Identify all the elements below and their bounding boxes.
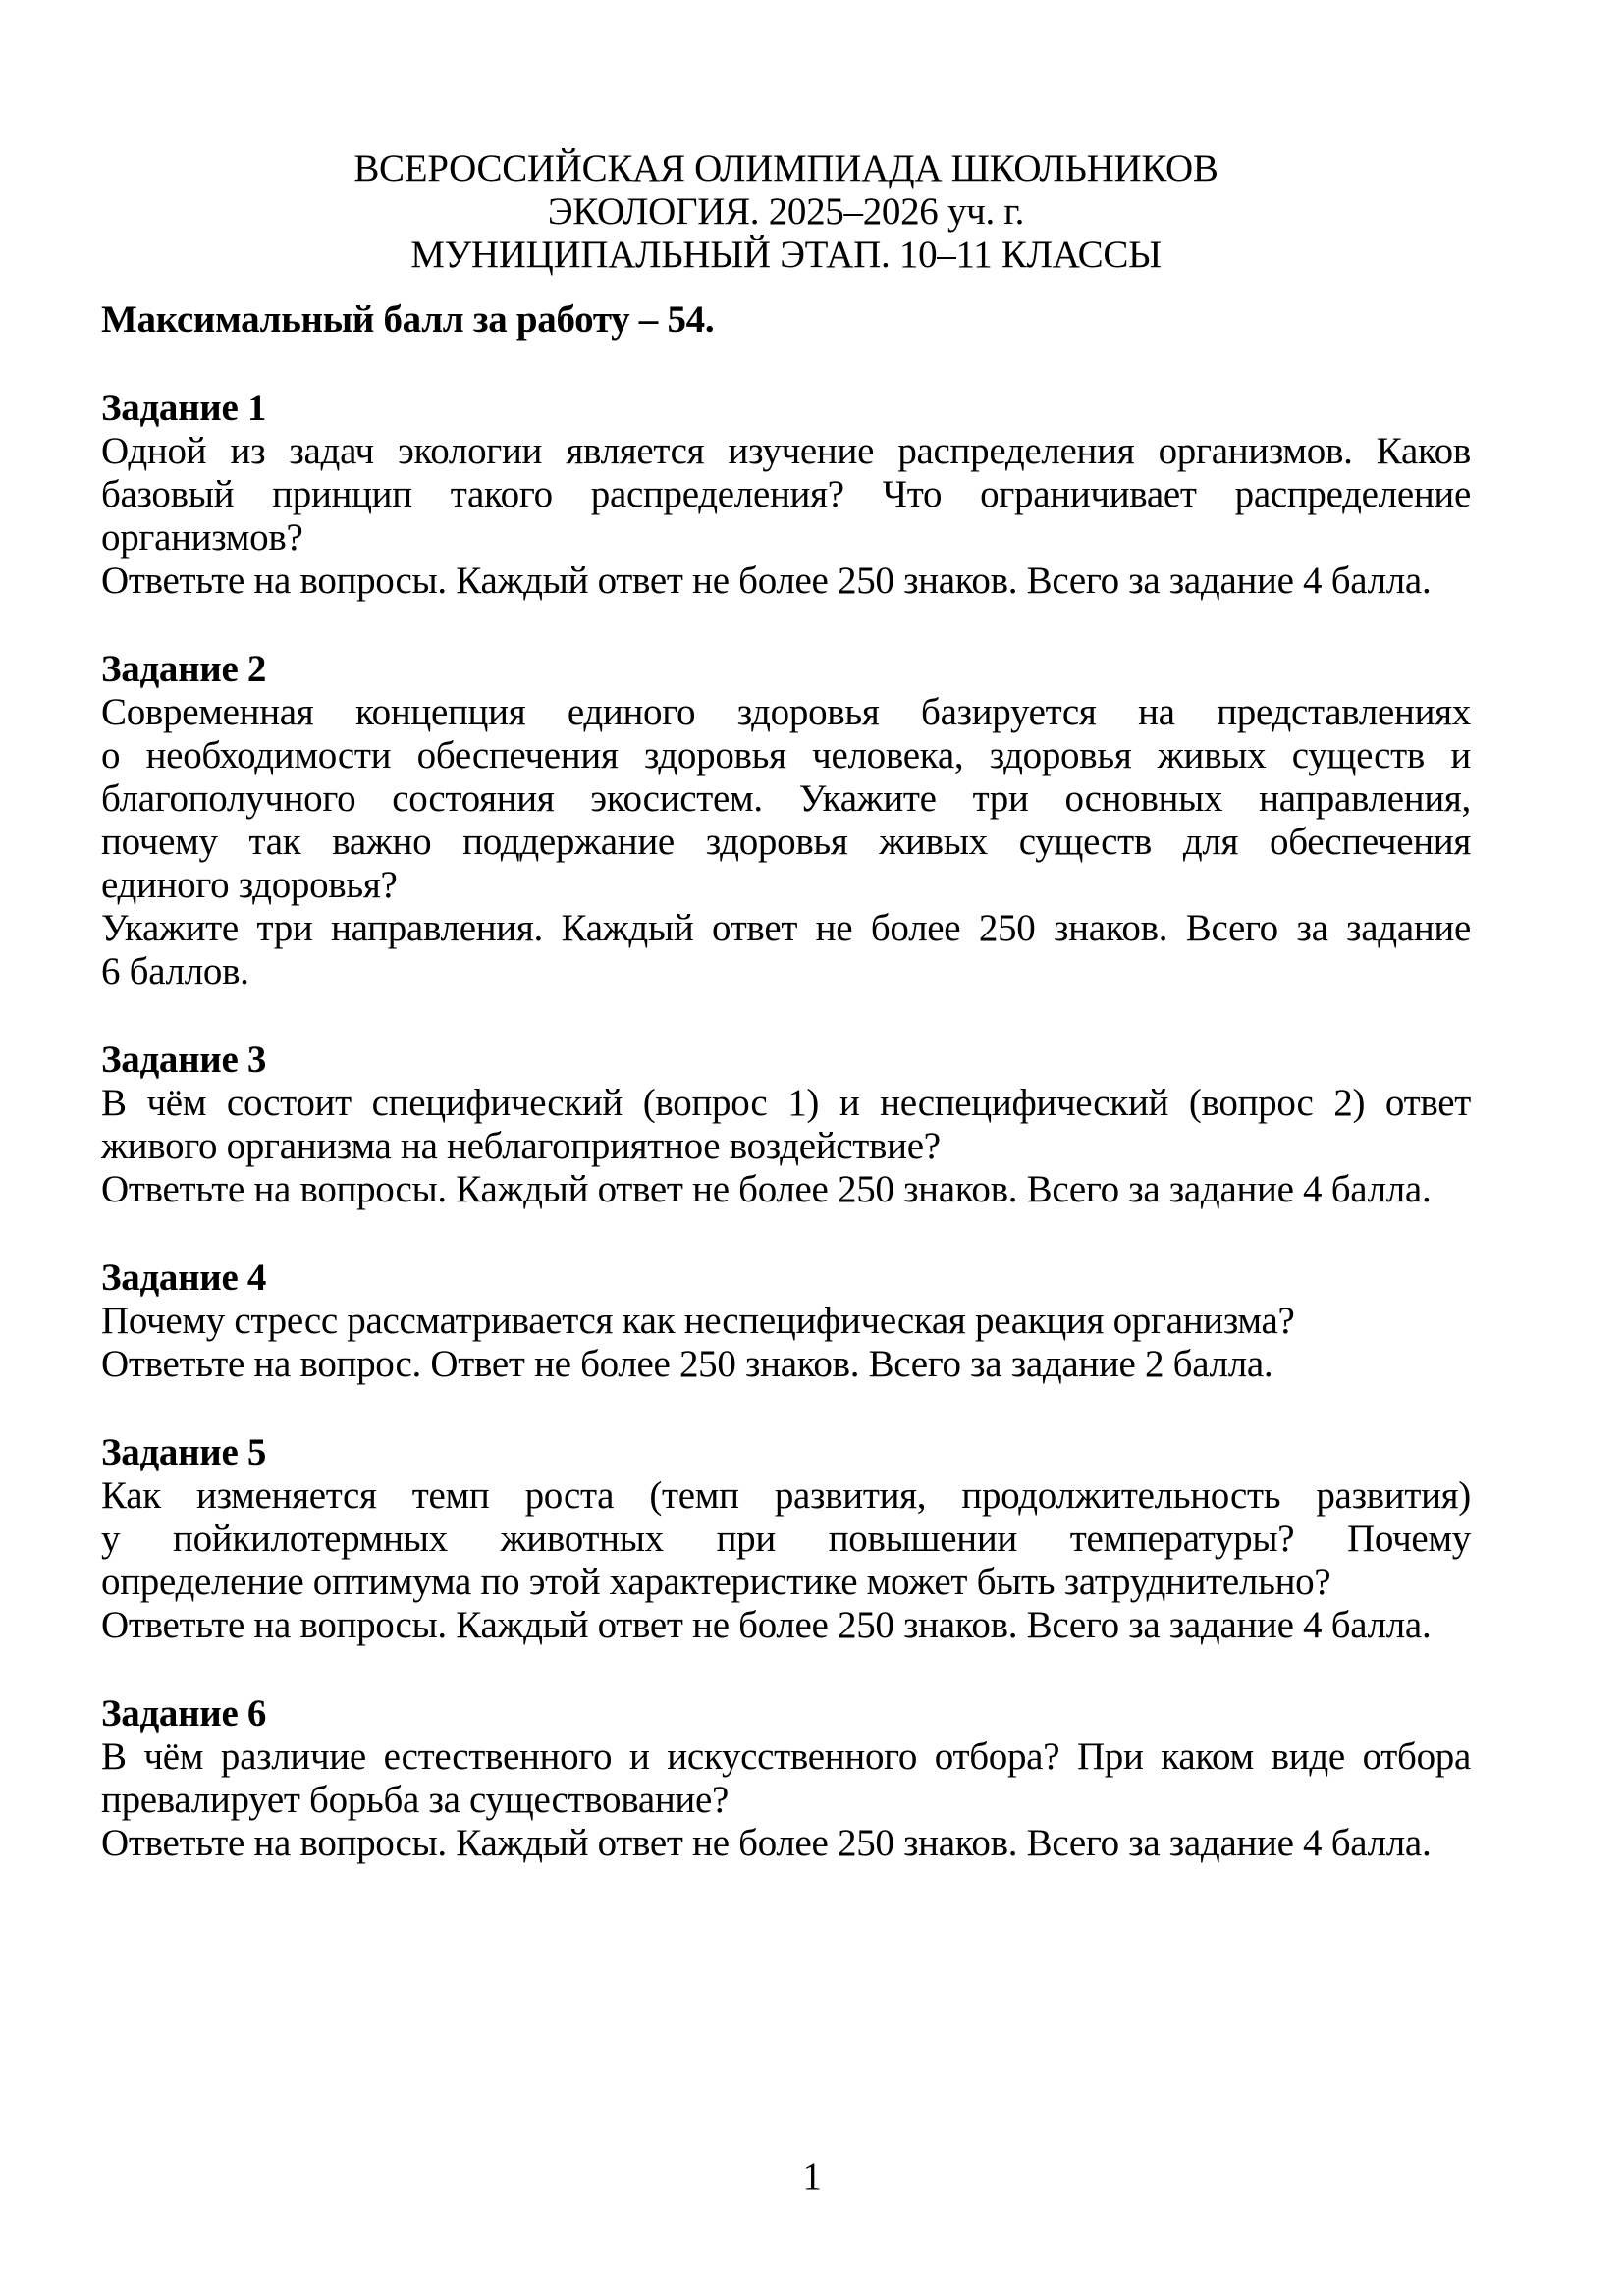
task-text-line: Ответьте на вопросы. Каждый ответ не более 250 знаков. Всего за задание 4 балла. — [101, 1168, 1432, 1210]
task-text-line: о необходимости обеспечения здоровья человека, здоровья живых существ и — [101, 734, 1471, 776]
task-3 — [101, 1039, 1471, 1211]
task-2-title: Задание 2 — [101, 648, 267, 690]
task-text-line: Ответьте на вопросы. Каждый ответ не более 250 знаков. Всего за задание 4 балла. — [101, 1604, 1432, 1646]
task-2 — [101, 648, 1471, 993]
task-text-line: у пойкилотермных животных при повышении температуры? Почему — [101, 1518, 1471, 1560]
header-stage-grades: МУНИЦИПАЛЬНЫЙ ЭТАП. 10–11 КЛАССЫ — [410, 234, 1162, 276]
task-text-line: единого здоровья? — [101, 864, 398, 906]
task-1-title: Задание 1 — [101, 387, 267, 429]
task-text-line: Современная концепция единого здоровья базируется на представлениях — [101, 691, 1471, 733]
task-4-title: Задание 4 — [101, 1256, 267, 1299]
max-score-line: Максимальный балл за работу – 54. — [101, 298, 715, 341]
task-text-line: В чём состоит специфический (вопрос 1) и неспецифический (вопрос 2) ответ — [101, 1082, 1471, 1124]
document-header — [101, 147, 1471, 277]
task-text-line: В чём различие естественного и искусственного отбора? При каком виде отбора — [101, 1735, 1471, 1778]
task-text-line: благополучного состояния экосистем. Укажите три основных направления, — [101, 777, 1471, 820]
page-number: 1 — [802, 2156, 822, 2198]
task-1 — [101, 387, 1471, 603]
task-text-line: Ответьте на вопросы. Каждый ответ не более 250 знаков. Всего за задание 4 балла. — [101, 560, 1432, 602]
task-text-line: Ответьте на вопросы. Каждый ответ не более 250 знаков. Всего за задание 4 балла. — [101, 1822, 1432, 1864]
task-text-line: живого организма на неблагоприятное воздействие? — [101, 1125, 941, 1167]
header-olympiad-title: ВСЕРОССИЙСКАЯ ОЛИМПИАДА ШКОЛЬНИКОВ — [353, 147, 1218, 189]
task-text-line: Одной из задач экологии является изучение распределения организмов. Каков — [101, 430, 1471, 472]
tasks-container — [101, 387, 1471, 1865]
task-3-title: Задание 3 — [101, 1039, 267, 1081]
task-text-line: Укажите три направления. Каждый ответ не более 250 знаков. Всего за задание — [101, 907, 1471, 949]
task-text-line: 6 баллов. — [101, 950, 249, 992]
task-5 — [101, 1431, 1471, 1647]
task-6-title: Задание 6 — [101, 1692, 267, 1735]
task-text-line: организмов? — [101, 516, 303, 559]
task-text-line: почему так важно поддержание здоровья живых существ для обеспечения — [101, 821, 1471, 863]
task-text-line: превалирует борьба за существование? — [101, 1779, 730, 1821]
document-content — [101, 0, 1471, 1865]
task-text-line: базовый принцип такого распределения? Что ограничивает распределение — [101, 473, 1471, 515]
task-text-line: Как изменяется темп роста (темп развития, продолжительность развития) — [101, 1474, 1471, 1517]
header-subject-year: ЭКОЛОГИЯ. 2025–2026 уч. г. — [547, 190, 1025, 233]
task-6 — [101, 1692, 1471, 1865]
task-4 — [101, 1256, 1471, 1386]
task-text-line: Ответьте на вопрос. Ответ не более 250 знаков. Всего за задание 2 балла. — [101, 1343, 1273, 1385]
task-text-line: Почему стресс рассматривается как неспецифическая реакция организма? — [101, 1300, 1295, 1342]
task-text-line: определение оптимума по этой характеристике может быть затруднительно? — [101, 1561, 1331, 1603]
task-5-title: Задание 5 — [101, 1431, 267, 1473]
